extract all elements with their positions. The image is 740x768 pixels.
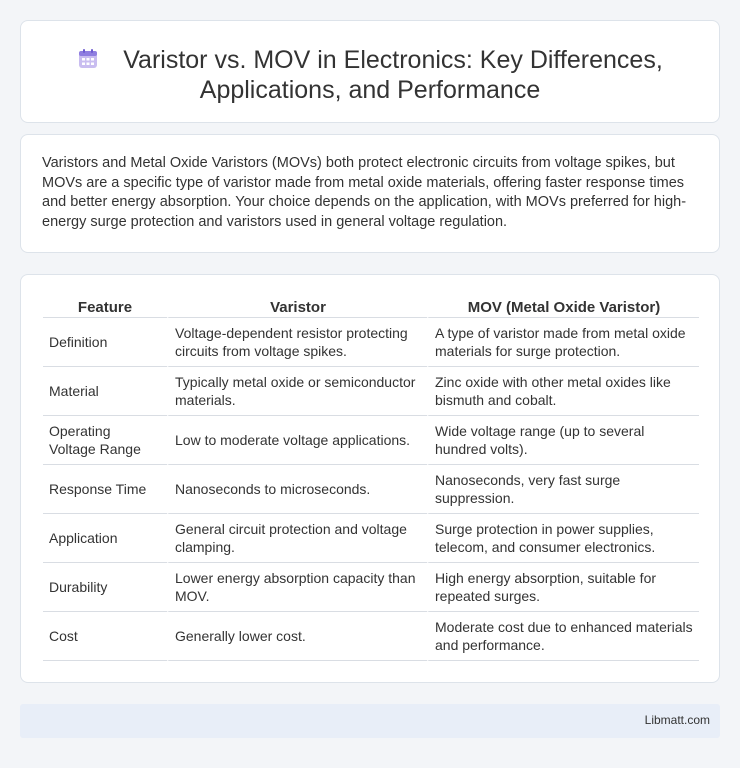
row-feature-cell: Operating Voltage Range xyxy=(43,416,167,465)
table-row xyxy=(43,563,699,612)
row-varistor-cell: Typically metal oxide or semiconductor materials. xyxy=(167,367,427,416)
title-line-2: Applications, and Performance xyxy=(199,76,541,104)
table-row xyxy=(43,465,699,514)
row-mov-cell: Nanoseconds, very fast surge suppression. xyxy=(427,465,699,514)
row-varistor-cell: Lower energy absorption capacity than MOV. xyxy=(167,563,427,612)
table-row xyxy=(43,514,699,563)
footer-bar xyxy=(20,704,720,738)
row-mov-cell: A type of varistor made from metal oxide materials for surge protection. xyxy=(427,318,699,367)
row-varistor-cell: Nanoseconds to microseconds. xyxy=(167,465,427,514)
row-feature-cell: Durability xyxy=(43,563,167,612)
page-title xyxy=(21,45,719,105)
table-row xyxy=(43,416,699,465)
header-varistor: Varistor xyxy=(167,295,427,318)
row-mov-cell: Moderate cost due to enhanced materials and performance. xyxy=(427,612,699,661)
row-varistor-cell: Voltage-dependent resistor protecting circuits from voltage spikes. xyxy=(167,318,427,367)
row-feature-cell: Cost xyxy=(43,612,167,661)
row-feature-cell: Definition xyxy=(43,318,167,367)
row-mov-cell: Wide voltage range (up to several hundred volts). xyxy=(427,416,699,465)
table-header-row xyxy=(43,295,699,318)
header-feature: Feature xyxy=(43,295,167,318)
calendar-icon xyxy=(77,48,99,70)
title-card xyxy=(20,20,720,123)
row-feature-cell: Material xyxy=(43,367,167,416)
table-row xyxy=(43,612,699,661)
table-row xyxy=(43,318,699,367)
table-row xyxy=(43,367,699,416)
row-varistor-cell: Low to moderate voltage applications. xyxy=(167,416,427,465)
header-mov: MOV (Metal Oxide Varistor) xyxy=(427,295,699,318)
row-varistor-cell: General circuit protection and voltage clamping. xyxy=(167,514,427,563)
title-line-1: Varistor vs. MOV in Electronics: Key Differences, xyxy=(123,46,663,74)
intro-card xyxy=(20,134,720,253)
comparison-table xyxy=(43,295,699,661)
row-mov-cell: High energy absorption, suitable for repeated surges. xyxy=(427,563,699,612)
intro-paragraph: Varistors and Metal Oxide Varistors (MOVs) both protect electronic circuits from voltage spikes, but MOVs are a specific type of varistor made from metal oxide materials, offering faster response times and better energy absorption. Your choice depends on the application, with MOVs preferred for high-energy surge protection and varistors used in general voltage regulation. xyxy=(42,155,687,230)
row-mov-cell: Zinc oxide with other metal oxides like bismuth and cobalt. xyxy=(427,367,699,416)
footer-site-link[interactable]: Libmatt.com xyxy=(644,713,710,727)
row-feature-cell: Application xyxy=(43,514,167,563)
row-mov-cell: Surge protection in power supplies, telecom, and consumer electronics. xyxy=(427,514,699,563)
row-varistor-cell: Generally lower cost. xyxy=(167,612,427,661)
comparison-card xyxy=(20,274,720,683)
row-feature-cell: Response Time xyxy=(43,465,167,514)
